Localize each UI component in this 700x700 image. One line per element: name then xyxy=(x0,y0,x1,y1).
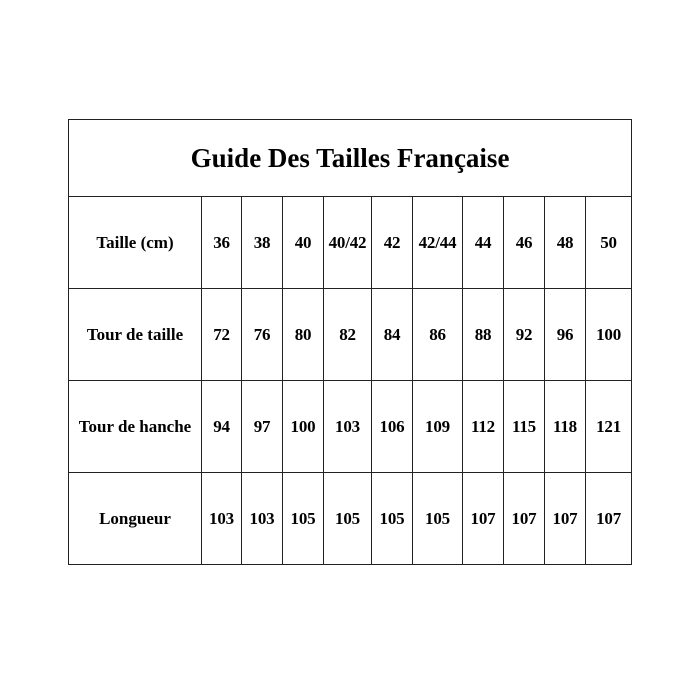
cell-value: 86 xyxy=(413,289,463,381)
cell-value: 103 xyxy=(202,473,242,565)
cell-value: 50 xyxy=(586,197,632,289)
cell-value: 84 xyxy=(372,289,413,381)
cell-value: 38 xyxy=(242,197,283,289)
row-label-waist: Tour de taille xyxy=(69,289,202,381)
cell-value: 46 xyxy=(504,197,545,289)
cell-value: 105 xyxy=(372,473,413,565)
table-row-hip xyxy=(69,381,632,473)
cell-value: 107 xyxy=(586,473,632,565)
cell-value: 109 xyxy=(413,381,463,473)
cell-value: 92 xyxy=(504,289,545,381)
cell-value: 42 xyxy=(372,197,413,289)
table-title: Guide Des Tailles Française xyxy=(69,120,632,197)
cell-value: 40 xyxy=(283,197,324,289)
cell-value: 103 xyxy=(242,473,283,565)
cell-value: 36 xyxy=(202,197,242,289)
cell-value: 121 xyxy=(586,381,632,473)
cell-value: 97 xyxy=(242,381,283,473)
cell-value: 72 xyxy=(202,289,242,381)
row-label-length: Longueur xyxy=(69,473,202,565)
cell-value: 48 xyxy=(545,197,586,289)
cell-value: 105 xyxy=(283,473,324,565)
cell-value: 105 xyxy=(413,473,463,565)
table-row-length xyxy=(69,473,632,565)
cell-value: 115 xyxy=(504,381,545,473)
row-label-hip: Tour de hanche xyxy=(69,381,202,473)
cell-value: 42/44 xyxy=(413,197,463,289)
cell-value: 80 xyxy=(283,289,324,381)
cell-value: 40/42 xyxy=(324,197,372,289)
table-row-waist xyxy=(69,289,632,381)
cell-value: 100 xyxy=(586,289,632,381)
cell-value: 103 xyxy=(324,381,372,473)
cell-value: 106 xyxy=(372,381,413,473)
cell-value: 44 xyxy=(463,197,504,289)
cell-value: 96 xyxy=(545,289,586,381)
cell-value: 107 xyxy=(463,473,504,565)
cell-value: 76 xyxy=(242,289,283,381)
cell-value: 107 xyxy=(545,473,586,565)
cell-value: 107 xyxy=(504,473,545,565)
cell-value: 100 xyxy=(283,381,324,473)
cell-value: 105 xyxy=(324,473,372,565)
cell-value: 94 xyxy=(202,381,242,473)
table-row-size xyxy=(69,197,632,289)
cell-value: 118 xyxy=(545,381,586,473)
cell-value: 112 xyxy=(463,381,504,473)
row-label-size: Taille (cm) xyxy=(69,197,202,289)
cell-value: 82 xyxy=(324,289,372,381)
cell-value: 88 xyxy=(463,289,504,381)
size-guide-table xyxy=(68,119,632,565)
